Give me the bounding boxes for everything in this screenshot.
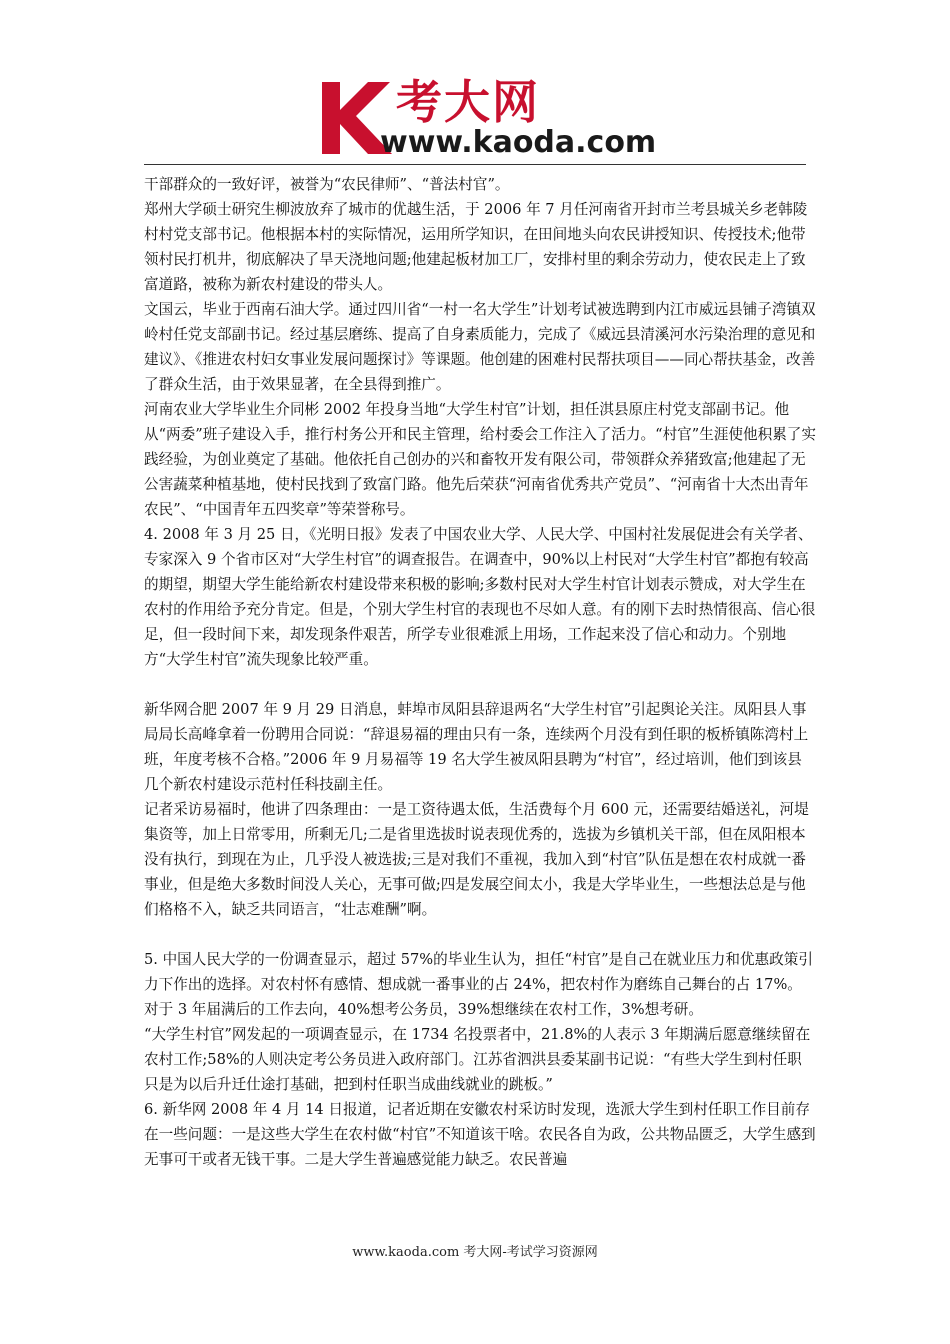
paragraph: 4. 2008 年 3 月 25 日，《光明日报》发表了中国农业大学、人民大学、中国村社发展促进会有关学者、专家深入 9 个省市区对“大学生村官”的调查报告。在调查中，90%以上村民对“大学生村官”都抱有较高的期望，期望大学生能给新农村建设带来积极的影响;多数村民对大学生村官计划表示赞成，对大学生在农村的作用给予充分肯定。但是，个别大学生村官的表现也不尽如人意。有的刚下去时热情很高、信心很足，但一段时间下来，却发现条件艰苦，所学专业很难派上用场，工作起来没了信心和动力。个别地方“大学生村官”流失现象比较严重。 xyxy=(144,526,816,668)
logo-url-text: www.kaoda.com xyxy=(380,125,657,160)
paragraph: 6. 新华网 2008 年 4 月 14 日报道，记者近期在安徽农村采访时发现，选派大学生到村任职工作目前存在一些问题：一是这些大学生在农村做“村官”不知道该干啥。农民各自为政，公共物品匮乏，大学生感到无事可干或者无钱干事。二是大学生普遍感觉能力缺乏。农民普遍 xyxy=(144,1101,816,1168)
logo-chinese-name: 考大网 xyxy=(396,75,540,129)
article-body xyxy=(144,172,816,1172)
paragraph: 河南农业大学毕业生介同彬 2002 年投身当地“大学生村官”计划，担任淇县原庄村党支部副书记。他从“两委”班子建设入手，推行村务公开和民主管理，给村委会工作注入了活力。“村官”生涯使他积累了实践经验，为创业奠定了基础。他依托自己创办的兴和畜牧开发有限公司，带领群众养猪致富;他建起了无公害蔬菜种植基地，使村民找到了致富门路。他先后荣获“河南省优秀共产党员”、“河南省十大杰出青年农民”、“中国青年五四奖章”等荣誉称号。 xyxy=(144,401,816,518)
paragraph: 记者采访易福时，他讲了四条理由：一是工资待遇太低，生活费每个月 600 元，还需要结婚送礼，河堤集资等，加上日常零用，所剩无几;二是省里选拔时说表现优秀的，选拔为乡镇机关干部，但在凤阳根本没有执行，到现在为止，几乎没人被选拔;三是对我们不重视，我加入到“村官”队伍是想在农村成就一番事业，但是绝大多数时间没人关心，无事可做;四是发展空间太小，我是大学毕业生，一些想法总是与他们格格不入，缺乏共同语言，“壮志难酬”啊。 xyxy=(144,801,809,918)
page-footer: www.kaoda.com 考大网-考试学习资源网 xyxy=(352,1245,598,1260)
paragraph: 干部群众的一致好评，被誉为“农民律师”、“普法村官”。 xyxy=(144,176,510,193)
paragraph: 5. 中国人民大学的一份调查显示，超过 57%的毕业生认为，担任“村官”是自己在就业压力和优惠政策引力下作出的选择。对农村怀有感情、想成就一番事业的占 24%，把农村作为磨练自己舞台的占 17%。对于 3 年届满后的工作去向，40%想考公务员，39%想继续在农村工作，3%想考研。 xyxy=(144,951,813,1018)
header-divider xyxy=(144,164,806,165)
paragraph: 新华网合肥 2007 年 9 月 29 日消息，蚌埠市凤阳县辞退两名“大学生村官”引起舆论关注。凤阳县人事局局长高峰拿着一份聘用合同说：“辞退易福的理由只有一条，连续两个月没有到任职的板桥镇陈湾村上班，年度考核不合格。”2006 年 9 月易福等 19 名大学生被凤阳县聘为“村官”，经过培训，他们到该县几个新农村建设示范村任科技副主任。 xyxy=(144,701,809,793)
paragraph: 文国云，毕业于西南石油大学。通过四川省“一村一名大学生”计划考试被选聘到内江市威远县铺子湾镇双岭村任党支部副书记。经过基层磨练、提高了自身素质能力，完成了《威远县清溪河水污染治理的意见和建议》、《推进农村妇女事业发展问题探讨》等课题。他创建的困难村民帮扶项目——同心帮扶基金，改善了群众生活，由于效果显著，在全县得到推广。 xyxy=(144,301,816,393)
site-logo xyxy=(316,75,657,162)
paragraph: “大学生村官”网发起的一项调查显示，在 1734 名投票者中，21.8%的人表示 3 年期满后愿意继续留在农村工作;58%的人则决定考公务员进入政府部门。江苏省泗洪县委某副书记说：“有些大学生到村任职只是为以后升迁仕途打基础，把到村任职当成曲线就业的跳板。” xyxy=(144,1026,811,1093)
paragraph: 郑州大学硕士研究生柳波放弃了城市的优越生活，于 2006 年 7 月任河南省开封市兰考县城关乡老韩陵村村党支部书记。他根据本村的实际情况，运用所学知识，在田间地头向农民讲授知识、传授技术;他带领村民打机井，彻底解决了旱天浇地问题;他建起板材加工厂，安排村里的剩余劳动力，使农民走上了致富道路，被称为新农村建设的带头人。 xyxy=(144,201,808,293)
